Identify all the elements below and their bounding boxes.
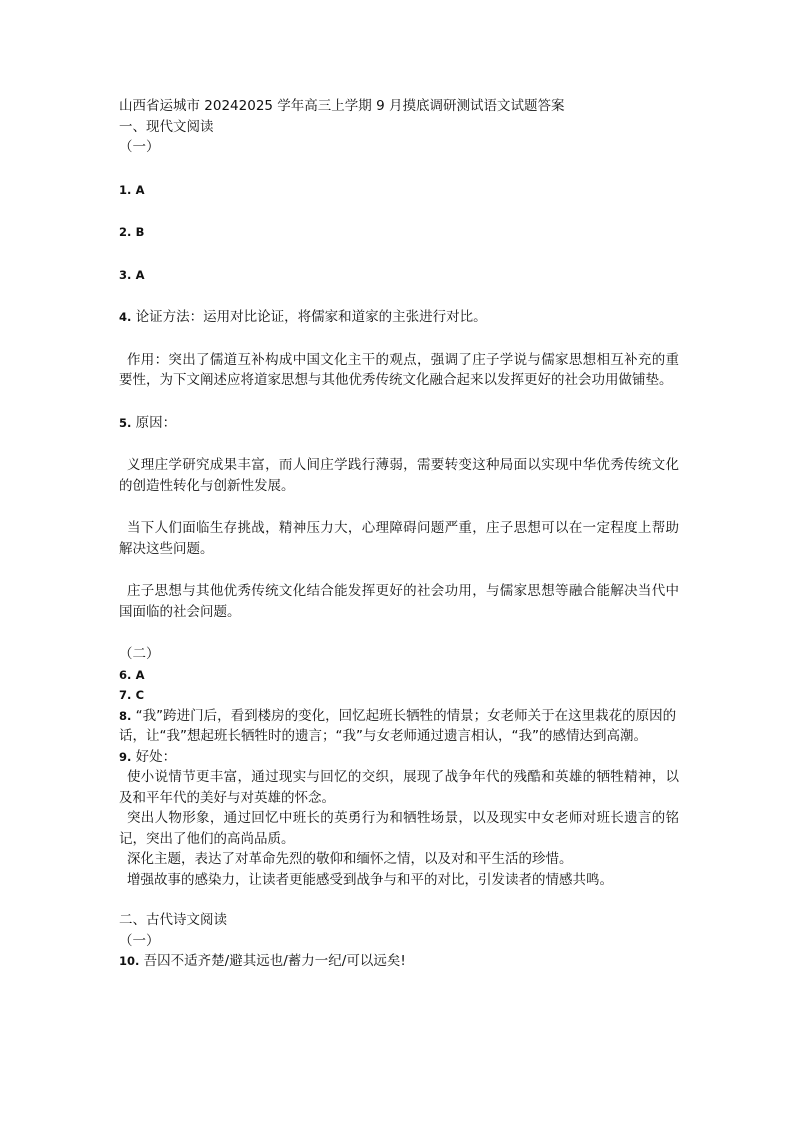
question-number: 9. bbox=[119, 749, 132, 764]
answer-q8 bbox=[119, 706, 679, 747]
answer-q9 bbox=[119, 747, 679, 768]
part-heading-2: （二） bbox=[119, 646, 160, 662]
answer-q6 bbox=[119, 665, 679, 686]
question-number: 1. bbox=[119, 182, 132, 197]
answer-q9-point-4: 增强故事的感染力，让读者更能感受到战争与和平的对比，引发读者的情感共鸣。 bbox=[127, 871, 613, 888]
answer-q4 bbox=[119, 307, 679, 328]
section-heading-2: 二、古代诗文阅读 bbox=[119, 912, 227, 928]
answer-q4-effect: 作用：突出了儒道互补构成中国文化主干的观点，强调了庄子学说与儒家思想相互补充的重要性，为下文阐述应将道家思想与其他优秀传统文化融合起来以发挥更好的社会功用做铺垫。 bbox=[119, 351, 679, 388]
answer-q5-reason-1: 义理庄学研究成果丰富，而人间庄学践行薄弱，需要转变这种局面以实现中华优秀传统文化的创造性转化与创新性发展。 bbox=[119, 457, 679, 494]
answer-q1 bbox=[119, 180, 679, 201]
document-title: 山西省运城市 20242025 学年高三上学期 9 月摸底调研测试语文试题答案 bbox=[119, 98, 565, 114]
question-number: 2. bbox=[119, 225, 132, 239]
answer-value: B bbox=[135, 225, 145, 239]
answer-text: 论证方法：运用对比论证，将儒家和道家的主张进行对比。 bbox=[135, 309, 487, 325]
answer-text: 好处： bbox=[135, 748, 177, 765]
answer-text: “我”跨进门后，看到楼房的变化，回忆起班长牺牲的情景；女老师关于在这里栽花的原因的话，让“我”想起班长牺牲时的遗言；“我”与女老师通过遗言相认，“我”的感情达到高潮。 bbox=[119, 707, 677, 744]
answer-value: A bbox=[135, 667, 145, 682]
question-number: 5. bbox=[119, 415, 132, 430]
question-number: 7. bbox=[119, 688, 132, 702]
answer-text: 吾囚不适齐楚/避其远也/蓄力一纪/可以远矣! bbox=[143, 953, 406, 969]
question-number: 4. bbox=[119, 310, 132, 324]
answer-q3 bbox=[119, 265, 679, 286]
answer-q7 bbox=[119, 685, 679, 706]
section-heading-1: 一、现代文阅读 bbox=[119, 118, 214, 135]
answer-q9-point-1: 使小说情节更丰富，通过现实与回忆的交织，展现了战争年代的残酷和英雄的牺牲精神，以及和平年代的美好与对英雄的怀念。 bbox=[119, 769, 679, 806]
answer-q9-point-3: 深化主题，表达了对革命先烈的敬仰和缅怀之情，以及对和平生活的珍惜。 bbox=[127, 851, 573, 867]
answer-document bbox=[119, 96, 679, 972]
answer-q9-point-2: 突出人物形象，通过回忆中班长的英勇行为和牺牲场景，以及现实中女老师对班长遗言的铭记，突出了他们的高尚品质。 bbox=[119, 810, 679, 847]
answer-q5-reason-2: 当下人们面临生存挑战，精神压力大，心理障碍问题严重，庄子思想可以在一定程度上帮助解决这些问题。 bbox=[119, 520, 679, 557]
answer-text: 原因： bbox=[135, 414, 177, 431]
answer-value: A bbox=[135, 182, 145, 197]
part-heading-1: （一） bbox=[119, 139, 160, 155]
answer-q5-reason-3: 庄子思想与其他优秀传统文化结合能发挥更好的社会功用，与儒家思想等融合能解决当代中国面临的社会问题。 bbox=[119, 583, 679, 620]
answer-q10 bbox=[119, 951, 679, 972]
question-number: 8. bbox=[119, 708, 132, 723]
answer-value: A bbox=[135, 267, 145, 282]
part-heading-3: （一） bbox=[119, 932, 160, 949]
answer-q5 bbox=[119, 413, 679, 434]
question-number: 10. bbox=[119, 954, 140, 968]
answer-q2 bbox=[119, 222, 679, 243]
answer-value: C bbox=[135, 688, 145, 702]
question-number: 3. bbox=[119, 267, 132, 282]
question-number: 6. bbox=[119, 667, 132, 682]
